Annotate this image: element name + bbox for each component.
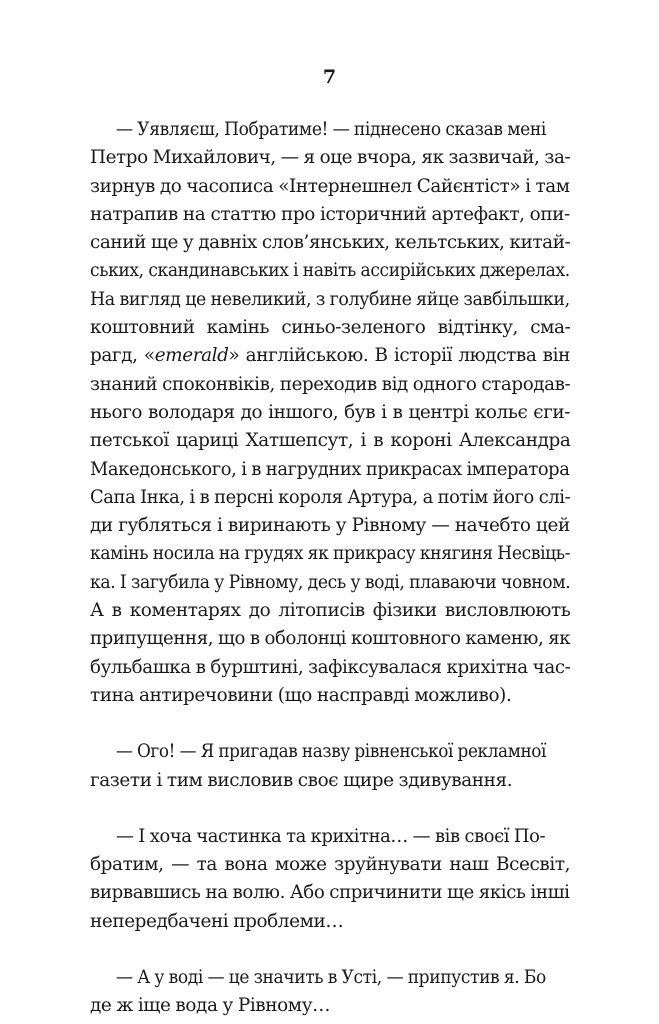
text-line: ка. І загубила у Рівному, десь у воді, плаваючи човном. xyxy=(90,571,571,593)
text-line: — А у воді — це значить в Усті, — припустив я. Бо xyxy=(116,967,546,989)
text-line: А в коментарях до літописів фізики висловлюють xyxy=(90,600,571,622)
text-line: зирнув до часописа «Інтернешнел Сайєнтіст» і там xyxy=(90,175,570,197)
text-line: — Ого! — Я пригадав назву рівненської рекламної xyxy=(116,741,547,763)
text-line: ських, скандинавських і навіть ассирійських джерелах. xyxy=(90,260,570,282)
text-line: ди губляться і виринають у Рівному — начебто цей xyxy=(90,515,570,537)
text-line: припущення, що в оболонці коштовного каменю, як xyxy=(90,628,571,650)
text-line: тина антиречовини (що насправді можливо). xyxy=(90,684,512,706)
text-line: коштовний камінь синьо-зеленого відтінку, сма- xyxy=(90,317,571,339)
text-line: — Уявляєш, Побратиме! — піднесено сказав мені xyxy=(116,119,546,140)
text-line: Сапа Інка, і в персні короля Артура, а потім його слі- xyxy=(90,486,571,508)
text-line: Петро Михайлович, — я оце вчора, як зазвичай, за- xyxy=(90,147,571,169)
text-line: — І хоча частинка та крихітна… — вів своєї По- xyxy=(116,825,546,847)
body-text xyxy=(90,116,570,1021)
paragraph-4 xyxy=(90,964,570,1021)
text-line: непередбачені проблеми… xyxy=(90,910,344,932)
paragraph-2 xyxy=(90,738,570,795)
text-line: нього володаря до іншого, був і в центрі кольє єги- xyxy=(90,401,571,423)
text-line: де ж іще вода у Рівному… xyxy=(90,995,331,1017)
italic-word: emerald xyxy=(154,345,229,367)
paragraph-1 xyxy=(90,116,570,710)
text-line: На вигляд це невеликий, з голубине яйце завбільшки, xyxy=(90,288,570,310)
text-line: саний ще у давніх слов’янських, кельтських, китай- xyxy=(90,232,571,254)
text-line: братим, — та вона може зруйнувати наш Всесвіт, xyxy=(90,854,571,876)
text-line: камінь носила на грудях як прикрасу княгиня Несвіць- xyxy=(90,543,571,565)
text-line: Македонського, і в нагрудних прикрасах імператора xyxy=(90,458,570,480)
text-line: знаний споконвіків, переходив від одного стародав- xyxy=(90,373,571,395)
text-line: вирвавшись на волю. Або спричинити ще якісь інші xyxy=(90,882,570,904)
text-line: газети і тим висловив своє щире здивування. xyxy=(90,769,513,791)
paragraph-3 xyxy=(90,823,570,936)
text-line: бульбашка в бурштині, зафіксувалася крихітна час- xyxy=(90,656,571,678)
text-line: петської цариці Хатшепсут, і в короні Александра xyxy=(90,430,571,452)
page-number: 7 xyxy=(322,66,337,88)
text-line: рагд, «emerald» англійською. В історії людства він xyxy=(90,345,570,367)
text-line: натрапив на статтю про історичний артефакт, опи- xyxy=(90,203,570,225)
